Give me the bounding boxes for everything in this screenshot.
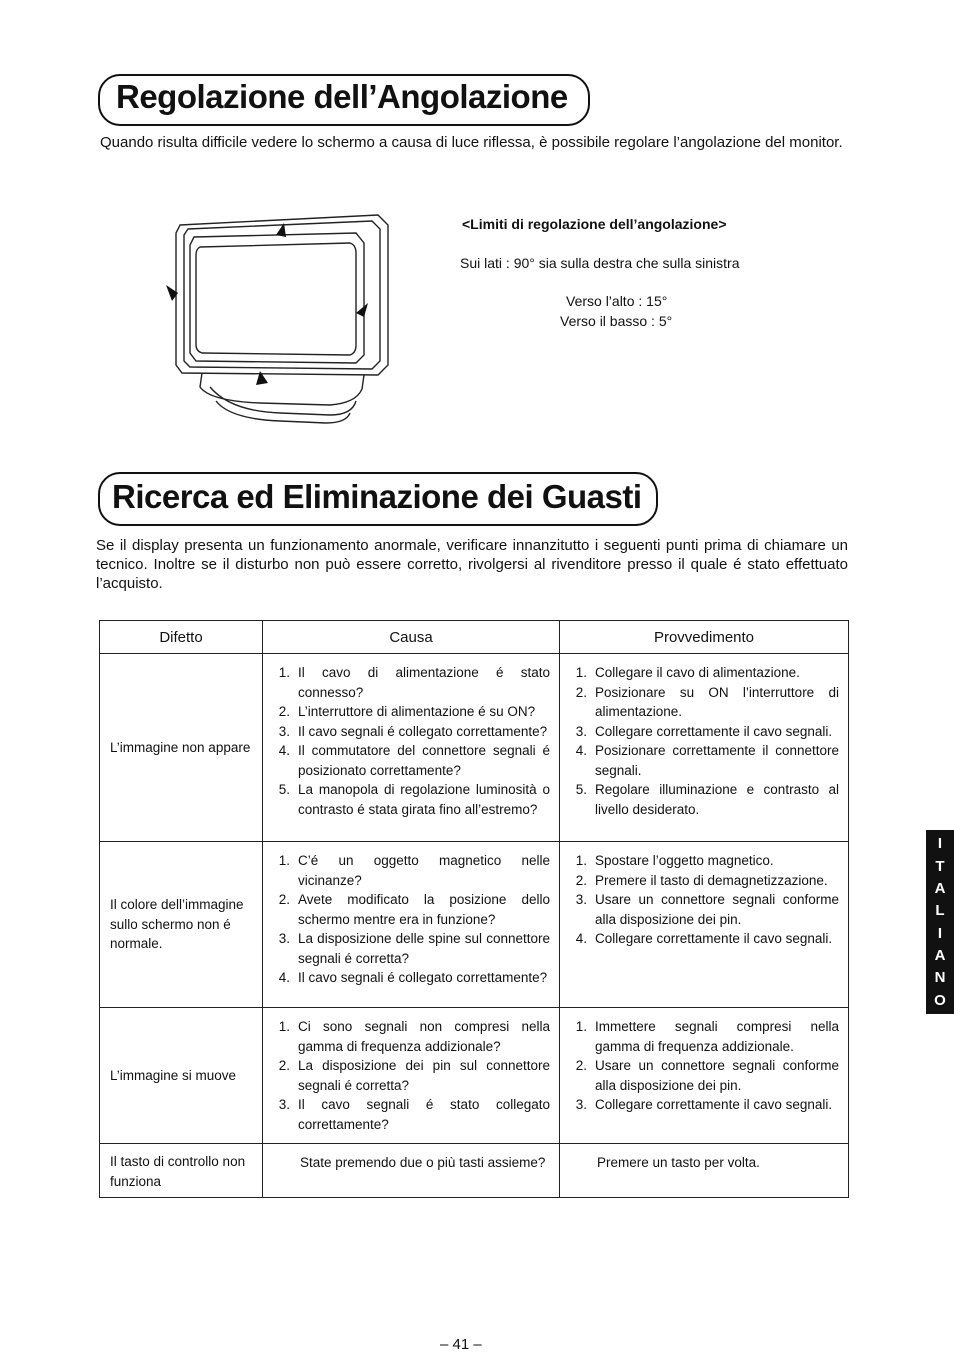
cell-provvedimento xyxy=(560,1144,849,1198)
item-text: La disposizione dei pin sul connettore segnali é corretta? xyxy=(298,1058,550,1093)
list-item xyxy=(264,851,550,890)
item-number: 5. xyxy=(278,782,290,797)
list-item xyxy=(561,663,839,683)
side-tab-letter: T xyxy=(935,857,945,875)
cell-difetto: Il colore dell’immagine sullo schermo non é normale. xyxy=(100,842,263,1008)
item-text: Posizionare correttamente il connettore segnali. xyxy=(595,743,839,778)
item-number: 1. xyxy=(278,1019,290,1034)
item-number: 2. xyxy=(278,704,290,719)
side-tab-letter: L xyxy=(935,902,945,920)
cell-difetto: L’immagine si muove xyxy=(100,1008,263,1144)
list-item xyxy=(561,722,839,742)
cell-causa xyxy=(263,1008,560,1144)
table-header-row xyxy=(100,621,849,654)
item-number: 3. xyxy=(575,1097,587,1112)
list-item xyxy=(264,1056,550,1095)
item-text: Il cavo di alimentazione é stato connesso? xyxy=(298,665,550,700)
item-number: 1. xyxy=(575,1019,587,1034)
item-text: Collegare correttamente il cavo segnali. xyxy=(595,931,833,946)
list-item xyxy=(264,780,550,819)
item-number: 2. xyxy=(575,684,587,700)
item-number: 1. xyxy=(278,853,290,868)
item-number: 2. xyxy=(278,1058,290,1073)
list-item xyxy=(561,929,839,949)
provvedimento-list xyxy=(561,843,847,957)
item-number: 1. xyxy=(575,853,587,868)
table-row xyxy=(100,654,849,842)
item-number: 3. xyxy=(575,892,587,907)
section2-title: Ricerca ed Eliminazione dei Guasti xyxy=(112,478,642,515)
list-item xyxy=(561,741,839,780)
side-tab-letter: O xyxy=(934,991,946,1009)
item-number: 4. xyxy=(575,743,587,758)
cell-difetto: Il tasto di controllo non funziona xyxy=(100,1144,263,1198)
section2-intro: Se il display presenta un funzionamento anormale, verificare innanzitutto i seguenti punti prima di chiamare un tecnico. Inoltre se il disturbo non può essere corretto, rivolgersi al rivenditore presso il quale é stato effettuato l’acquisto. xyxy=(96,537,848,592)
item-text: Collegare il cavo di alimentazione. xyxy=(595,665,800,680)
item-text: C’é un oggetto magnetico nelle vicinanze? xyxy=(298,853,550,888)
provvedimento-text: Premere un tasto per volta. xyxy=(597,1155,760,1170)
causa-list xyxy=(264,1009,558,1142)
table-row xyxy=(100,842,849,1008)
header-causa: Causa xyxy=(263,621,560,654)
item-text: Collegare correttamente il cavo segnali. xyxy=(595,1097,833,1112)
item-text: Posizionare su ON l’interruttore di alimentazione. xyxy=(595,684,839,719)
troubleshooting-table xyxy=(99,620,849,1198)
list-item xyxy=(561,1095,839,1115)
item-text: Usare un connettore segnali conforme alla disposizione dei pin. xyxy=(595,892,839,927)
list-item xyxy=(264,702,550,722)
header-provvedimento: Provvedimento xyxy=(560,621,849,654)
list-item xyxy=(264,722,550,742)
cell-provvedimento xyxy=(560,842,849,1008)
section1-intro: Quando risulta difficile vedere lo schermo a causa di luce riflessa, è possibile regolare l’angolazione del monitor. xyxy=(100,134,843,151)
table-row xyxy=(100,1008,849,1144)
cell-provvedimento xyxy=(560,654,849,842)
limits-sides: Sui lati : 90° sia sulla destra che sulla sinistra xyxy=(460,255,740,271)
item-text: Avete modificato la posizione dello schermo mentre era in funzione? xyxy=(298,892,550,927)
item-text: Usare un connettore segnali conforme alla disposizione dei pin. xyxy=(595,1058,839,1093)
list-item xyxy=(264,890,550,929)
item-text: Spostare l’oggetto magnetico. xyxy=(595,853,774,868)
item-text: Il cavo segnali é stato collegato correttamente? xyxy=(298,1097,550,1132)
item-number: 4. xyxy=(278,743,290,758)
list-item xyxy=(264,1017,550,1056)
list-item xyxy=(264,1095,550,1134)
limits-up: Verso l’alto : 15° xyxy=(566,293,668,309)
list-item xyxy=(561,1017,839,1056)
list-item xyxy=(264,929,550,968)
item-number: 1. xyxy=(278,665,290,680)
item-text: L’interruttore di alimentazione é su ON? xyxy=(298,704,536,719)
item-number: 5. xyxy=(575,782,587,797)
item-number: 3. xyxy=(278,931,290,946)
list-item xyxy=(264,968,550,988)
item-number: 1. xyxy=(575,665,587,680)
item-number: 3. xyxy=(278,723,290,739)
item-text: La manopola di regolazione luminosità o contrasto é stata girata fino all’estremo? xyxy=(298,782,550,817)
cell-provvedimento xyxy=(560,1008,849,1144)
list-item xyxy=(264,741,550,780)
list-item xyxy=(561,683,839,722)
header-difetto: Difetto xyxy=(100,621,263,654)
list-item xyxy=(561,1056,839,1095)
list-item xyxy=(264,663,550,702)
list-item xyxy=(561,780,839,819)
language-side-tab xyxy=(926,830,954,1014)
cell-causa xyxy=(263,654,560,842)
table-row xyxy=(100,1144,849,1198)
side-tab-letter: N xyxy=(934,969,946,987)
item-number: 3. xyxy=(278,1097,290,1112)
item-number: 3. xyxy=(575,723,587,739)
item-number: 4. xyxy=(575,931,587,946)
item-text: Premere il tasto di demagnetizzazione. xyxy=(595,872,828,888)
monitor-illustration xyxy=(150,205,390,430)
item-number: 2. xyxy=(278,892,290,907)
list-item xyxy=(561,890,839,929)
page-number: – 41 – xyxy=(440,1336,482,1353)
cell-causa xyxy=(263,842,560,1008)
item-number: 2. xyxy=(575,872,587,888)
side-tab-letter: I xyxy=(937,924,943,942)
item-text: Ci sono segnali non compresi nella gamma di frequenza addizionale? xyxy=(298,1019,550,1054)
item-text: Immettere segnali compresi nella gamma di frequenza addizionale. xyxy=(595,1019,839,1054)
cell-causa xyxy=(263,1144,560,1198)
item-number: 4. xyxy=(278,970,290,985)
item-text: Regolare illuminazione e contrasto al livello desiderato. xyxy=(595,782,839,817)
item-text: Il cavo segnali é collegato correttamente? xyxy=(298,970,548,985)
list-item xyxy=(561,871,839,891)
cell-difetto: L’immagine non appare xyxy=(100,654,263,842)
item-text: Collegare correttamente il cavo segnali. xyxy=(595,723,833,739)
provvedimento-list xyxy=(561,1009,847,1123)
side-tab-letter: A xyxy=(934,879,946,897)
limits-title: <Limiti di regolazione dell’angolazione> xyxy=(462,216,727,232)
causa-text: State premendo due o più tasti assieme? xyxy=(300,1155,546,1170)
item-number: 2. xyxy=(575,1058,587,1073)
causa-list xyxy=(264,843,558,996)
provvedimento-list xyxy=(561,655,847,827)
side-tab-letter: A xyxy=(934,946,946,964)
side-tab-letter: I xyxy=(937,835,943,853)
list-item xyxy=(561,851,839,871)
causa-list xyxy=(264,655,558,827)
limits-down: Verso il basso : 5° xyxy=(560,313,673,329)
item-text: Il cavo segnali é collegato correttamente? xyxy=(298,723,548,739)
item-text: La disposizione delle spine sul connettore segnali é corretta? xyxy=(298,931,550,966)
section1-title: Regolazione dell’Angolazione xyxy=(116,78,568,115)
item-text: Il commutatore del connettore segnali é posizionato correttamente? xyxy=(298,743,550,778)
